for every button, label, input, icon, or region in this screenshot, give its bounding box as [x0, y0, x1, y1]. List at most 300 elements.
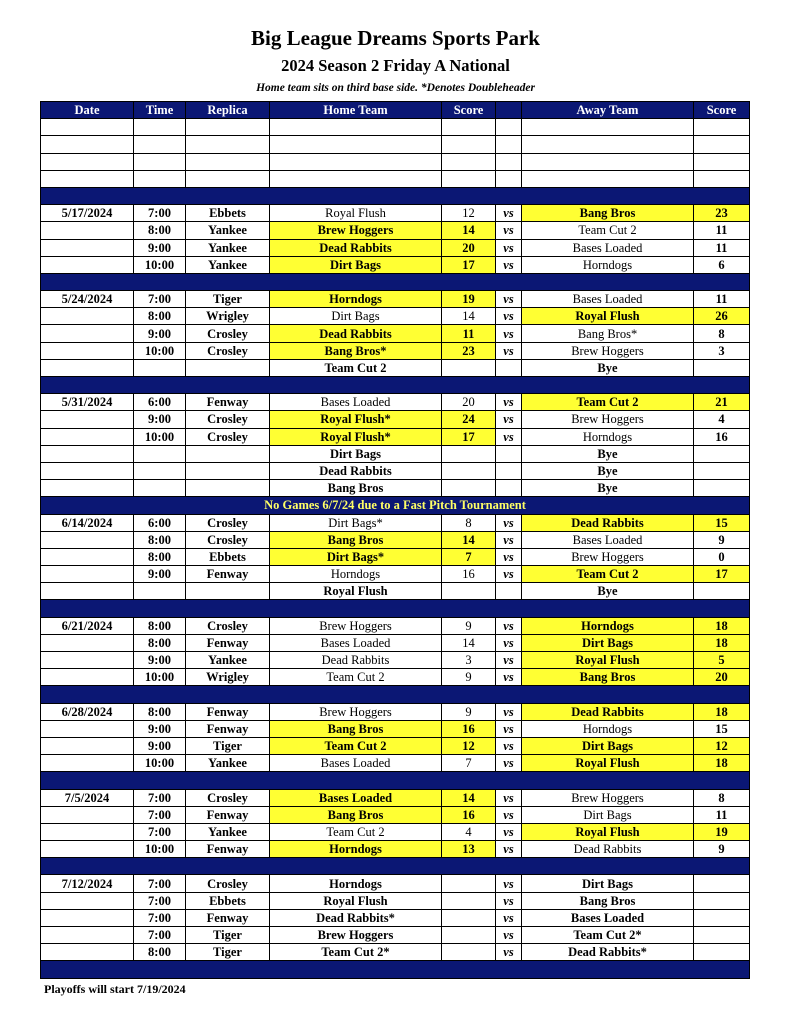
- away-score: 20: [694, 669, 750, 686]
- replica-cell: Yankee: [186, 823, 270, 840]
- home-score: 16: [442, 720, 496, 737]
- bye-team: Team Cut 2: [270, 359, 442, 376]
- away-team: Brew Hoggers: [522, 411, 694, 428]
- vs-cell: vs: [496, 720, 522, 737]
- time-cell: 10:00: [134, 342, 186, 359]
- time-cell: 6:00: [134, 514, 186, 531]
- empty-cell: [442, 119, 496, 136]
- home-score: [442, 892, 496, 909]
- home-team: Bang Bros: [270, 720, 442, 737]
- away-score: 18: [694, 617, 750, 634]
- empty-cell: [496, 119, 522, 136]
- replica-cell: Tiger: [186, 291, 270, 308]
- empty-cell: [41, 170, 134, 187]
- game-row: [41, 514, 750, 531]
- date-cell: 5/31/2024: [41, 394, 134, 411]
- time-cell: 7:00: [134, 205, 186, 222]
- game-row: [41, 841, 750, 858]
- col-date: Date: [41, 102, 134, 119]
- game-row: [41, 548, 750, 565]
- home-team: Team Cut 2*: [270, 944, 442, 961]
- section-divider: [41, 600, 750, 617]
- away-score: [694, 480, 750, 497]
- bye-row: [41, 359, 750, 376]
- away-score: [694, 359, 750, 376]
- home-score: 16: [442, 806, 496, 823]
- vs-cell: vs: [496, 308, 522, 325]
- empty-cell: [186, 136, 270, 153]
- away-score: 15: [694, 720, 750, 737]
- date-cell: [41, 652, 134, 669]
- replica-cell: Fenway: [186, 703, 270, 720]
- vs-cell: vs: [496, 342, 522, 359]
- vs-cell: vs: [496, 737, 522, 754]
- away-score: 6: [694, 256, 750, 273]
- home-score: 17: [442, 256, 496, 273]
- divider-cell: [41, 686, 750, 703]
- replica-cell: Ebbets: [186, 892, 270, 909]
- time-cell: [134, 445, 186, 462]
- time-cell: 9:00: [134, 325, 186, 342]
- empty-cell: [134, 153, 186, 170]
- home-score: [442, 445, 496, 462]
- bye-label: Bye: [522, 359, 694, 376]
- game-row: [41, 737, 750, 754]
- time-cell: 7:00: [134, 875, 186, 892]
- game-row: [41, 892, 750, 909]
- home-score: 19: [442, 291, 496, 308]
- away-team: Bases Loaded: [522, 909, 694, 926]
- home-score: 20: [442, 394, 496, 411]
- away-team: Brew Hoggers: [522, 548, 694, 565]
- home-score: 4: [442, 823, 496, 840]
- away-team: Horndogs: [522, 428, 694, 445]
- section-divider: [41, 377, 750, 394]
- footer-note: Playoffs will start 7/19/2024: [44, 982, 186, 996]
- replica-cell: Yankee: [186, 222, 270, 239]
- home-score: 9: [442, 669, 496, 686]
- empty-row: [41, 170, 750, 187]
- header-note: Home team sits on third base side. *Denotes Doubleheader: [256, 82, 535, 94]
- home-team: Dirt Bags*: [270, 514, 442, 531]
- away-team: Horndogs: [522, 617, 694, 634]
- vs-cell: vs: [496, 222, 522, 239]
- game-row: [41, 927, 750, 944]
- away-score: 11: [694, 222, 750, 239]
- divider-cell: [41, 772, 750, 789]
- vs-cell: vs: [496, 703, 522, 720]
- game-row: [41, 325, 750, 342]
- away-score: 3: [694, 342, 750, 359]
- away-team: Dead Rabbits: [522, 703, 694, 720]
- away-score: [694, 909, 750, 926]
- empty-cell: [41, 153, 134, 170]
- away-team: Team Cut 2: [522, 222, 694, 239]
- time-cell: 7:00: [134, 806, 186, 823]
- replica-cell: Fenway: [186, 634, 270, 651]
- time-cell: 7:00: [134, 291, 186, 308]
- vs-cell: vs: [496, 428, 522, 445]
- replica-cell: Crosley: [186, 789, 270, 806]
- away-team: Dirt Bags: [522, 806, 694, 823]
- away-team: Royal Flush: [522, 755, 694, 772]
- bye-team: Dead Rabbits: [270, 462, 442, 479]
- time-cell: 9:00: [134, 720, 186, 737]
- home-score: 13: [442, 841, 496, 858]
- vs-cell: vs: [496, 909, 522, 926]
- away-score: 11: [694, 291, 750, 308]
- home-team: Team Cut 2: [270, 823, 442, 840]
- home-score: 7: [442, 755, 496, 772]
- home-score: 23: [442, 342, 496, 359]
- home-team: Team Cut 2: [270, 669, 442, 686]
- vs-cell: vs: [496, 755, 522, 772]
- replica-cell: [186, 445, 270, 462]
- away-score: [694, 462, 750, 479]
- vs-cell: [496, 462, 522, 479]
- game-row: [41, 806, 750, 823]
- vs-cell: vs: [496, 291, 522, 308]
- divider-cell: [41, 187, 750, 204]
- away-score: 23: [694, 205, 750, 222]
- replica-cell: Ebbets: [186, 205, 270, 222]
- away-score: 12: [694, 737, 750, 754]
- home-score: [442, 944, 496, 961]
- home-score: 14: [442, 634, 496, 651]
- away-team: Bases Loaded: [522, 239, 694, 256]
- empty-cell: [442, 153, 496, 170]
- date-cell: [41, 342, 134, 359]
- vs-cell: vs: [496, 634, 522, 651]
- home-team: Bang Bros: [270, 531, 442, 548]
- replica-cell: Fenway: [186, 720, 270, 737]
- away-team: Horndogs: [522, 256, 694, 273]
- home-score: [442, 583, 496, 600]
- date-cell: [41, 445, 134, 462]
- home-score: 7: [442, 548, 496, 565]
- game-row: [41, 342, 750, 359]
- col-vs: [496, 102, 522, 119]
- time-cell: [134, 359, 186, 376]
- time-cell: 8:00: [134, 308, 186, 325]
- time-cell: 9:00: [134, 737, 186, 754]
- vs-cell: vs: [496, 892, 522, 909]
- divider-cell: [41, 961, 750, 978]
- empty-cell: [442, 170, 496, 187]
- time-cell: 9:00: [134, 239, 186, 256]
- replica-cell: Fenway: [186, 909, 270, 926]
- empty-cell: [694, 136, 750, 153]
- time-cell: 10:00: [134, 755, 186, 772]
- home-team: Dirt Bags: [270, 308, 442, 325]
- home-score: 24: [442, 411, 496, 428]
- page-title: Big League Dreams Sports Park: [251, 26, 540, 50]
- away-team: Horndogs: [522, 720, 694, 737]
- empty-cell: [694, 170, 750, 187]
- time-cell: 8:00: [134, 531, 186, 548]
- away-team: Dirt Bags: [522, 737, 694, 754]
- away-score: 9: [694, 841, 750, 858]
- empty-cell: [186, 119, 270, 136]
- section-divider: [41, 772, 750, 789]
- empty-cell: [496, 170, 522, 187]
- replica-cell: Ebbets: [186, 548, 270, 565]
- replica-cell: Crosley: [186, 531, 270, 548]
- empty-cell: [270, 119, 442, 136]
- time-cell: 8:00: [134, 617, 186, 634]
- bye-row: [41, 445, 750, 462]
- away-team: Bang Bros: [522, 892, 694, 909]
- away-score: 8: [694, 789, 750, 806]
- home-score: [442, 359, 496, 376]
- time-cell: 8:00: [134, 222, 186, 239]
- away-score: [694, 892, 750, 909]
- away-team: Dead Rabbits: [522, 841, 694, 858]
- date-cell: [41, 720, 134, 737]
- table-header: [41, 102, 750, 119]
- away-team: Bases Loaded: [522, 531, 694, 548]
- col-home-team: Home Team: [270, 102, 442, 119]
- home-team: Royal Flush: [270, 205, 442, 222]
- section-divider: [41, 858, 750, 875]
- empty-cell: [186, 153, 270, 170]
- home-team: Royal Flush: [270, 892, 442, 909]
- vs-cell: vs: [496, 944, 522, 961]
- date-cell: [41, 566, 134, 583]
- game-row: [41, 875, 750, 892]
- empty-cell: [41, 136, 134, 153]
- vs-cell: vs: [496, 789, 522, 806]
- schedule-note-row: [41, 497, 750, 514]
- bye-label: Bye: [522, 583, 694, 600]
- vs-cell: vs: [496, 566, 522, 583]
- vs-cell: vs: [496, 652, 522, 669]
- time-cell: 8:00: [134, 634, 186, 651]
- vs-cell: [496, 445, 522, 462]
- vs-cell: vs: [496, 617, 522, 634]
- vs-cell: vs: [496, 514, 522, 531]
- date-cell: 6/14/2024: [41, 514, 134, 531]
- home-team: Dead Rabbits*: [270, 909, 442, 926]
- date-cell: [41, 308, 134, 325]
- vs-cell: [496, 359, 522, 376]
- replica-cell: Tiger: [186, 944, 270, 961]
- game-row: [41, 703, 750, 720]
- home-team: Brew Hoggers: [270, 927, 442, 944]
- away-score: 19: [694, 823, 750, 840]
- game-row: [41, 256, 750, 273]
- away-score: [694, 445, 750, 462]
- away-score: 0: [694, 548, 750, 565]
- date-cell: [41, 531, 134, 548]
- time-cell: 7:00: [134, 927, 186, 944]
- date-cell: [41, 359, 134, 376]
- game-row: [41, 823, 750, 840]
- replica-cell: Crosley: [186, 875, 270, 892]
- away-score: 9: [694, 531, 750, 548]
- date-cell: 5/17/2024: [41, 205, 134, 222]
- away-score: 5: [694, 652, 750, 669]
- vs-cell: vs: [496, 411, 522, 428]
- home-team: Bases Loaded: [270, 789, 442, 806]
- game-row: [41, 634, 750, 651]
- replica-cell: Yankee: [186, 256, 270, 273]
- away-team: Dirt Bags: [522, 634, 694, 651]
- date-cell: [41, 480, 134, 497]
- game-row: [41, 669, 750, 686]
- home-score: 16: [442, 566, 496, 583]
- home-score: 14: [442, 222, 496, 239]
- empty-cell: [134, 170, 186, 187]
- home-team: Bases Loaded: [270, 394, 442, 411]
- game-row: [41, 394, 750, 411]
- time-cell: 6:00: [134, 394, 186, 411]
- empty-cell: [496, 153, 522, 170]
- home-score: [442, 480, 496, 497]
- vs-cell: vs: [496, 806, 522, 823]
- away-team: Bang Bros: [522, 205, 694, 222]
- home-team: Brew Hoggers: [270, 617, 442, 634]
- divider-cell: [41, 858, 750, 875]
- away-score: [694, 583, 750, 600]
- empty-cell: [442, 136, 496, 153]
- date-cell: [41, 755, 134, 772]
- home-score: 9: [442, 617, 496, 634]
- section-divider: [41, 686, 750, 703]
- home-team: Horndogs: [270, 566, 442, 583]
- date-cell: 6/28/2024: [41, 703, 134, 720]
- bye-row: [41, 583, 750, 600]
- replica-cell: Fenway: [186, 841, 270, 858]
- date-cell: [41, 737, 134, 754]
- time-cell: [134, 480, 186, 497]
- col-away-score: Score: [694, 102, 750, 119]
- away-team: Team Cut 2: [522, 394, 694, 411]
- replica-cell: Wrigley: [186, 308, 270, 325]
- home-score: 11: [442, 325, 496, 342]
- replica-cell: [186, 583, 270, 600]
- vs-cell: vs: [496, 531, 522, 548]
- home-score: 14: [442, 789, 496, 806]
- away-team: Royal Flush: [522, 308, 694, 325]
- game-row: [41, 755, 750, 772]
- time-cell: [134, 583, 186, 600]
- replica-cell: Yankee: [186, 239, 270, 256]
- empty-row: [41, 153, 750, 170]
- home-team: Dead Rabbits: [270, 652, 442, 669]
- replica-cell: Crosley: [186, 325, 270, 342]
- home-score: [442, 875, 496, 892]
- away-score: [694, 944, 750, 961]
- bye-team: Dirt Bags: [270, 445, 442, 462]
- replica-cell: Tiger: [186, 927, 270, 944]
- game-row: [41, 205, 750, 222]
- empty-cell: [522, 119, 694, 136]
- home-score: 14: [442, 531, 496, 548]
- replica-cell: Tiger: [186, 737, 270, 754]
- empty-cell: [522, 153, 694, 170]
- vs-cell: vs: [496, 669, 522, 686]
- away-score: 4: [694, 411, 750, 428]
- time-cell: 10:00: [134, 256, 186, 273]
- game-row: [41, 652, 750, 669]
- game-row: [41, 531, 750, 548]
- replica-cell: Crosley: [186, 342, 270, 359]
- empty-cell: [522, 170, 694, 187]
- page-subtitle: 2024 Season 2 Friday A National: [281, 56, 510, 75]
- date-cell: [41, 927, 134, 944]
- time-cell: 7:00: [134, 823, 186, 840]
- vs-cell: vs: [496, 548, 522, 565]
- home-team: Bases Loaded: [270, 634, 442, 651]
- game-row: [41, 944, 750, 961]
- date-cell: [41, 325, 134, 342]
- bye-team: Royal Flush: [270, 583, 442, 600]
- away-team: Team Cut 2*: [522, 927, 694, 944]
- empty-cell: [694, 119, 750, 136]
- col-away-team: Away Team: [522, 102, 694, 119]
- bye-row: [41, 480, 750, 497]
- away-score: [694, 927, 750, 944]
- vs-cell: vs: [496, 875, 522, 892]
- date-cell: [41, 256, 134, 273]
- date-cell: [41, 841, 134, 858]
- home-team: Team Cut 2: [270, 737, 442, 754]
- date-cell: [41, 669, 134, 686]
- date-cell: 7/12/2024: [41, 875, 134, 892]
- home-team: Bang Bros: [270, 806, 442, 823]
- time-cell: 9:00: [134, 652, 186, 669]
- time-cell: 8:00: [134, 703, 186, 720]
- vs-cell: vs: [496, 205, 522, 222]
- away-team: Royal Flush: [522, 652, 694, 669]
- home-score: 3: [442, 652, 496, 669]
- home-score: 12: [442, 737, 496, 754]
- away-team: Bang Bros: [522, 669, 694, 686]
- empty-cell: [496, 136, 522, 153]
- home-team: Brew Hoggers: [270, 222, 442, 239]
- game-row: [41, 720, 750, 737]
- divider-cell: [41, 600, 750, 617]
- bye-team: Bang Bros: [270, 480, 442, 497]
- away-team: Dead Rabbits: [522, 514, 694, 531]
- date-cell: 6/21/2024: [41, 617, 134, 634]
- away-team: Bang Bros*: [522, 325, 694, 342]
- date-cell: [41, 944, 134, 961]
- away-team: Royal Flush: [522, 823, 694, 840]
- home-score: [442, 927, 496, 944]
- time-cell: 10:00: [134, 428, 186, 445]
- vs-cell: [496, 583, 522, 600]
- game-row: [41, 428, 750, 445]
- away-score: 18: [694, 755, 750, 772]
- home-team: Dead Rabbits: [270, 239, 442, 256]
- vs-cell: vs: [496, 325, 522, 342]
- time-cell: 10:00: [134, 841, 186, 858]
- home-team: Royal Flush*: [270, 428, 442, 445]
- away-team: Team Cut 2: [522, 566, 694, 583]
- game-row: [41, 308, 750, 325]
- vs-cell: vs: [496, 841, 522, 858]
- date-cell: [41, 806, 134, 823]
- replica-cell: [186, 480, 270, 497]
- home-team: Bang Bros*: [270, 342, 442, 359]
- bye-row: [41, 462, 750, 479]
- empty-row: [41, 136, 750, 153]
- home-team: Horndogs: [270, 841, 442, 858]
- empty-cell: [41, 119, 134, 136]
- time-cell: 8:00: [134, 548, 186, 565]
